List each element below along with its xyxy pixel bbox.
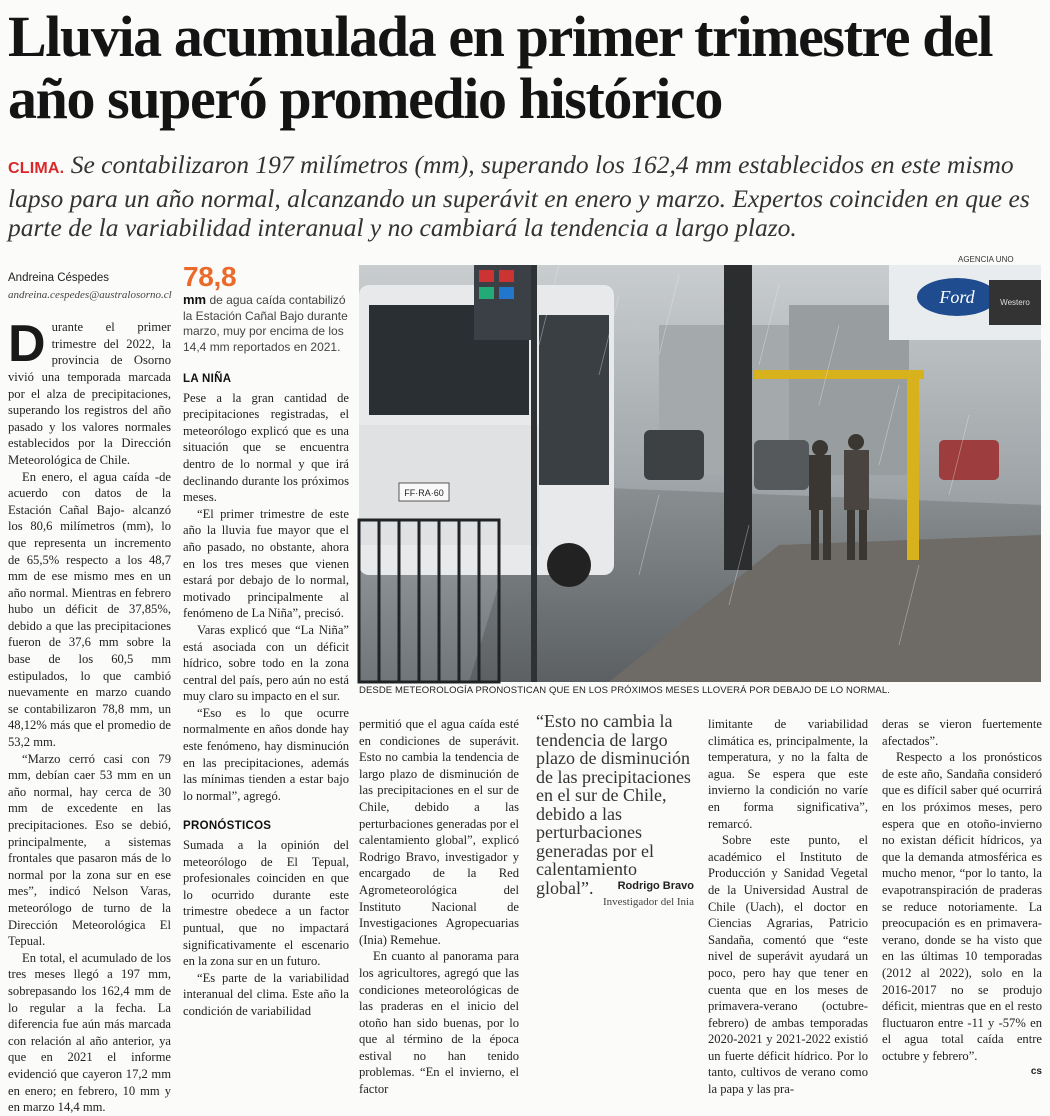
end-mark: cs [1030,1066,1042,1078]
paragraph: deras se vieron fuertemente afectados”. [882,717,1042,748]
section-tag: CLIMA. [8,160,65,177]
paragraph: “Eso es lo que ocurre normalmente en años donde hay este fenómeno, hay disminución en las precipitaciones, además las mínimas tienden a estar bajo lo normal”, agregó. [183,705,349,803]
column-2 [183,262,349,1057]
news-photo [359,265,1041,682]
byline-email[interactable]: andreina.cespedes@australosorno.cl [8,288,172,301]
stat-value: 78,8 [183,261,237,292]
drop-cap: D [8,315,46,374]
paragraph: Respecto a los pronósticos de este año, Sandaña consideró que es difícil saber qué ocurrirá en los próximos meses, pero espera que en otoño-invierno no existan déficit hídricos, ya que la demanda atmosférica es mucho menor, “por lo tanto, la evapotranspiración de praderas se reduce notoriamente. La preocupación es en primavera-verano, donde se ha visto que en las últimas 10 temporadas (2012 al 2022), solo en la 2016-2017 no se produjo déficit, mientras que en el resto fluctuaron entre -11 y -57% en el agua total caída entre octubre y febrero”. [882,750,1042,1063]
paragraph: Sumada a la opinión del meteorólogo de El Tepual, profesionales coinciden en que lo ocurrido durante este trimestre obedece a un factor puntual, que no impactará significativamente el escenario en la zona sur en un futuro. [183,838,349,969]
column-1 [8,270,172,1115]
deck [8,150,1042,243]
section-heading: LA NIÑA [183,373,232,385]
paragraph: urante el primer trimestre del 2022, la provincia de Osorno vivió una temporada marcada por el alza de precipitaciones, superando los registros del año pasado y los valores normales establecidos por la Dirección Meteorológica de Chile. [8,320,171,467]
paragraph: Varas explicó que “La Niña” está asociada con un déficit hídrico, sobre todo en la zona central del país, pero aún no está muy claro su impacto en el sur. [183,622,349,704]
svg-text:Westero: Westero [1000,298,1030,307]
quote-author: Rodrigo Bravo [617,880,694,892]
paragraph: “Es parte de la variabilidad interanual del clima. Este año la condición de variabilidad [183,970,349,1018]
paragraph: En cuanto al panorama para los agricultores, agregó que las condiciones meteorológicas de las praderas en el inicio del otoño han sido buenas, por lo que al término de la época estival no han tenido problemas. “En el invierno, el factor [359,949,519,1097]
column-3 [359,716,519,1097]
pull-quote: “Esto no cambia la tendencia de largo plazo de disminución de las precipitaciones en el sur de Chile, debido a las perturbaciones generadas por el calentamiento global”. [536,711,691,898]
stat-description: de agua caída contabilizó la Estación Cañal Bajo durante marzo, muy por encima de los 14,4 mm reportados en 2021. [183,293,348,354]
paragraph: “El primer trimestre de este año la lluvia fue mayor que el año pasado, no obstante, ahora en los tres meses que vienen estará por debajo de lo normal, motivado principalmente al fenómeno de La Niña”, precisó. [183,506,349,621]
quote-role: Investigador del Inia [602,896,694,908]
paragraph: Sobre este punto, el académico el Instituto de Producción y Sanidad Vegetal de la Universidad Austral de Chile (Uach), el doctor en Ciencias Agrarias, Patricio Sandaña, comentó que “este nivel de superávit ayudará un poco, pero hay que tener en cuenta que en los meses de primavera-verano (octubre-febrero) de ambas temporadas 2020-2021 y 2021-2022 existió un fuerte déficit hídrico. Por lo tanto, cultivos de verano como la papa y las pra- [708,833,868,1097]
svg-text:FF·RA·60: FF·RA·60 [404,488,444,498]
paragraph: “Marzo cerró casi con 79 mm, debían caer 53 mm en un año normal, hay cerca de 30 mm de excedente en las precipitaciones. Eso se debió, principalmente, a sistemas frontales que pasaron más de lo normal por la zona sur en ese mes”, indicó Nelson Varas, meteorólogo de turno de la Dirección Meteorológica El Tepual. [8,751,171,949]
deck-text: Se contabilizaron 197 milímetros (mm), superando los 162,4 mm establecidos en este mismo lapso para un año normal, alcanzando un superávit en enero y marzo. Expertos coinciden en que es parte de la variabilidad interanual y no cambiará la tendencia a largo plazo. [8,150,1030,242]
stat-text [183,292,349,355]
headline: Lluvia acumulada en primer trimestre del año superó promedio histórico [8,4,993,131]
byline-name: Andreina Céspedes [8,272,110,284]
paragraph: permitió que el agua caída esté en condiciones de superávit. Esto no cambia la tendencia de largo plazo de disminución de las precipitaciones en el sur de Chile, debido a las perturbaciones generadas por el calentamiento global”, explicó Rodrigo Bravo, investigador y encargado de la Red Agrometeorológica del Instituto Nacional de Investigaciones Agropecuarias (Inia) Remehue. [359,717,519,947]
column-6 [882,716,1042,1078]
column-5 [708,716,868,1097]
paragraph: En total, el acumulado de los tres meses llegó a 197 mm, sobrepasando los 162,4 mm de lo regular a la fecha. La diferencia fue aún más marcada con relación al año anterior, ya que en 2021 el informe evidenció que cayeron 17,2 mm en enero; en febrero, 10 mm y en marzo 14,4 mm. [8,950,171,1115]
photo-credit: AGENCIA UNO [958,255,1014,264]
photo-caption: DESDE METEOROLOGÍA PRONOSTICAN QUE EN LOS PRÓXIMOS MESES LLOVERÁ POR DEBAJO DE LO NORMAL. [359,685,890,696]
rain-street-illustration [359,265,1041,682]
paragraph: Pese a la gran cantidad de precipitaciones registradas, el meteorólogo explicó que es una situación que se encuentra dentro de lo normal y que irá declinando durante los próximos meses. [183,390,349,505]
svg-text:Ford: Ford [939,287,975,307]
paragraph: En enero, el agua caída -de acuerdo con datos de la Estación Cañal Bajo- alcanzó los 80,6 milímetros (mm), lo que representa un incremento de 65,5% respecto a los 48,7 mm de ese mismo mes en un año normal. Mientras en febrero hubo un déficit de 37,85%, debido a que las precipitaciones fueron de 37,6 mm sobre la base de los 60,5 mm estipulados, lo que cambió nuevamente en marzo cuando se contabilizaron 78,8 mm, un 48,12% más que el promedio de 53,2 mm. [8,469,171,750]
stat-unit: mm [183,292,207,307]
paragraph: limitante de variabilidad climática es, principalmente, la temperatura, y no la falta de agua. Se espera que este invierno la condición no varíe en forma significativa”, remarcó. [708,717,868,831]
section-heading: PRONÓSTICOS [183,820,272,833]
